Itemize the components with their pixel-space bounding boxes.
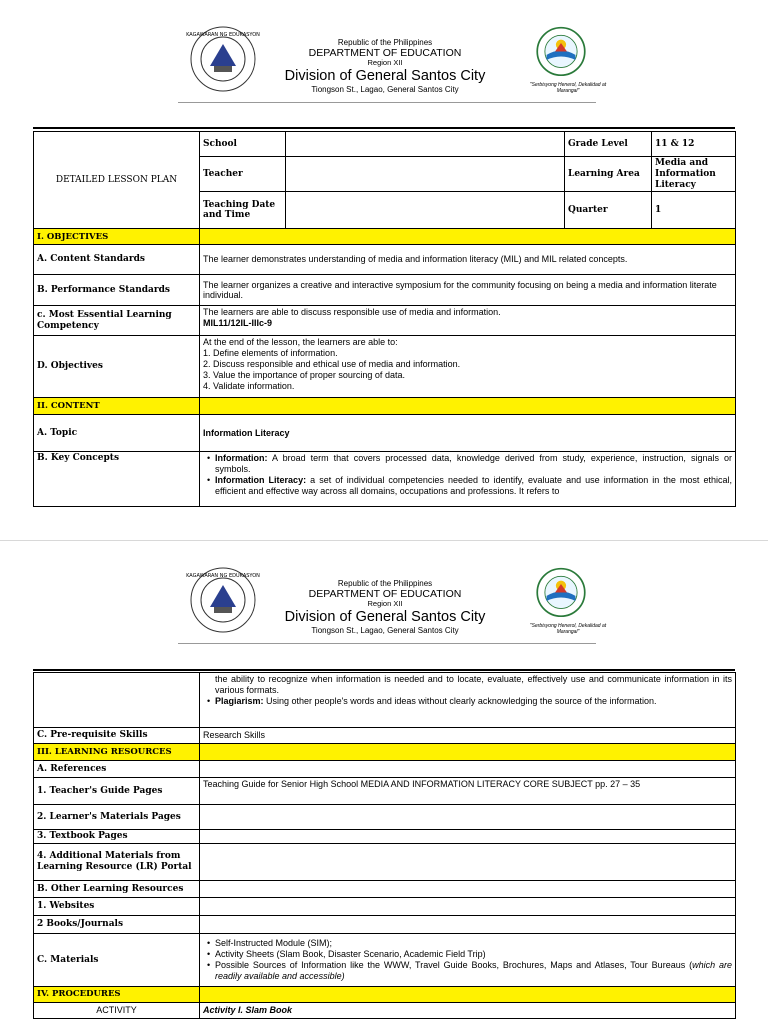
header-republic: Republic of the Philippines [337,38,433,47]
objective-item: 4. Validate information. [203,380,295,391]
header-text [250,579,520,635]
objectives-heading: I. OBJECTIVES [34,229,200,245]
objectives-cell [200,336,736,398]
division-seal-icon [528,26,594,82]
grade-level-value: 11 & 12 [652,132,736,157]
textbook-pages-label: 3. Textbook Pages [34,830,200,844]
page-header [0,0,768,100]
concept-term: Information: [215,453,268,464]
concept-plagiarism [207,696,732,707]
activity-label: ACTIVITY [34,1003,200,1019]
content-standards-value: The learner demonstrates understanding of media and information literacy (MIL) and MIL related concepts. [200,245,736,275]
performance-standards-value: The learner organizes a creative and interactive symposium for the community focusing on being a media and information literate individual. [200,275,736,306]
objectives-heading-fill [200,229,736,245]
websites-label: 1. Websites [34,898,200,916]
header-address: Tiongson St., Lagao, General Santos City [311,625,459,635]
header-division: Division of General Santos City [284,608,486,625]
teacher-value [286,157,565,192]
concept-continuation: the ability to recognize when information is needed and to locate, evaluate, effectively use and communicate information in its various formats. [215,674,732,695]
teaching-date-label: Teaching Date and Time [200,192,286,229]
deped-seal-icon [186,567,260,633]
books-journals-value [200,916,736,934]
header-divider [178,643,596,644]
key-concepts-cell [200,452,736,507]
concept-definition: a set of individual competencies needed to identify, evaluate and use information in the most ethical, efficient and effective way across all domains, occupations and professions. It refers to [215,474,733,496]
header-text [250,38,520,94]
concept-term: Information Literacy: [215,474,307,485]
teachers-guide-label: 1. Teacher's Guide Pages [34,778,200,805]
teachers-guide-value: Teaching Guide for Senior High School MEDIA AND INFORMATION LITERACY CORE SUBJECT pp. 27 – 35 [200,778,736,805]
teaching-date-value [286,192,565,229]
concept-term: Plagiarism: [215,695,264,706]
table-top-rule [33,127,735,129]
header-address: Tiongson St., Lagao, General Santos City [311,84,459,94]
deped-seal-icon [186,26,260,92]
header-department: DEPARTMENT OF EDUCATION [308,588,462,601]
page-header [0,541,768,641]
additional-materials-value [200,844,736,881]
header-region: Region XII [367,58,403,68]
material-note: which are readily available and accessible) [215,960,732,981]
dlp-title: DETAILED LESSON PLAN [34,132,200,229]
table-top-rule [33,669,735,671]
melc-label [34,306,200,336]
learners-materials-value [200,805,736,830]
performance-standards-label: B. Performance Standards [34,275,200,306]
references-value [200,761,736,778]
header-motto: "Serbisyong Henerol, Dekalidad at Marangal" [529,82,607,94]
lesson-plan-table-2 [33,672,736,1019]
content-heading-fill [200,398,736,415]
prereq-value: Research Skills [200,728,736,744]
material-text: Possible Sources of Information like the WWW, Travel Guide Books, Brochures, Maps and Atlases, Tour Bureaus ( [215,960,693,970]
learning-area-label: Learning Area [565,157,652,192]
key-concepts-label: B. Key Concepts [34,452,200,507]
school-label: School [200,132,286,157]
procedures-heading: IV. PROCEDURES [34,987,200,1003]
materials-cell [200,934,736,987]
other-resources-label: B. Other Learning Resources [34,881,200,898]
svg-text:KAGAWARAN NG EDUKASYON: KAGAWARAN NG EDUKASYON [186,573,260,579]
melc-value: The learners are able to discuss responsible use of media and information. [203,307,501,318]
content-heading: II. CONTENT [34,398,200,415]
books-journals-label: 2 Books/Journals [34,916,200,934]
header-division: Division of General Santos City [284,67,486,84]
header-motto: "Serbisyong Henerol, Dekalidad at Marangal" [529,623,607,635]
content-standards-label: A. Content Standards [34,245,200,275]
concept-definition: A broad term that covers processed data, knowledge derived from study, experience, instruction, signals or symbols. [215,453,732,475]
textbook-pages-value [200,830,736,844]
school-value [286,132,565,157]
objectives-label: D. Objectives [34,336,200,398]
svg-text:KAGAWARAN NG EDUKASYON: KAGAWARAN NG EDUKASYON [186,32,260,38]
additional-materials-label: 4. Additional Materials from Learning Resource (LR) Portal [34,844,200,881]
division-seal-icon [528,567,594,623]
quarter-value: 1 [652,192,736,229]
resources-heading: III. LEARNING RESOURCES [34,744,200,761]
material-item [207,960,732,982]
concept-definition: Using other people's words and ideas without clearly acknowledging the source of the information. [263,695,657,706]
quarter-label: Quarter [565,192,652,229]
objective-item: 2. Discuss responsible and ethical use of media and information. [203,358,461,369]
topic-label: A. Topic [34,415,200,452]
melc-label-text: c. Most Essential Learning Competency [37,310,172,331]
websites-value [200,898,736,916]
continued-label-cell [34,673,200,728]
grade-level-label: Grade Level [565,132,652,157]
resources-heading-fill [200,744,736,761]
prereq-label: C. Pre-requisite Skills [34,728,200,744]
other-resources-value [200,881,736,898]
learners-materials-label: 2. Learner's Materials Pages [34,805,200,830]
objective-item: 1. Define elements of information. [203,348,338,359]
objectives-intro: At the end of the lesson, the learners are able to: [203,337,398,348]
melc-cell [200,306,736,336]
material-item: • Self-Instructed Module (SIM); [207,938,732,949]
key-concepts-continued [200,673,736,728]
teacher-label: Teacher [200,157,286,192]
header-republic: Republic of the Philippines [337,579,433,588]
header-department: DEPARTMENT OF EDUCATION [308,47,462,60]
header-region: Region XII [367,599,403,609]
procedures-heading-fill [200,987,736,1003]
objective-item: 3. Value the importance of proper sourcing of data. [203,369,405,380]
references-label: A. References [34,761,200,778]
concept-information-literacy [207,475,732,497]
concept-information [207,453,732,475]
material-item: • Activity Sheets (Slam Book, Disaster Scenario, Academic Field Trip) [207,949,732,960]
topic-value: Information Literacy [200,415,736,452]
learning-area-value: Media and Information Literacy [652,157,736,192]
page-2 [0,540,768,1024]
materials-label: C. Materials [34,934,200,987]
lesson-plan-table-1 [33,131,736,507]
melc-code: MIL11/12IL-IIIc-9 [203,318,273,329]
activity-value: Activity I. Slam Book [200,1003,736,1019]
header-divider [178,102,596,103]
